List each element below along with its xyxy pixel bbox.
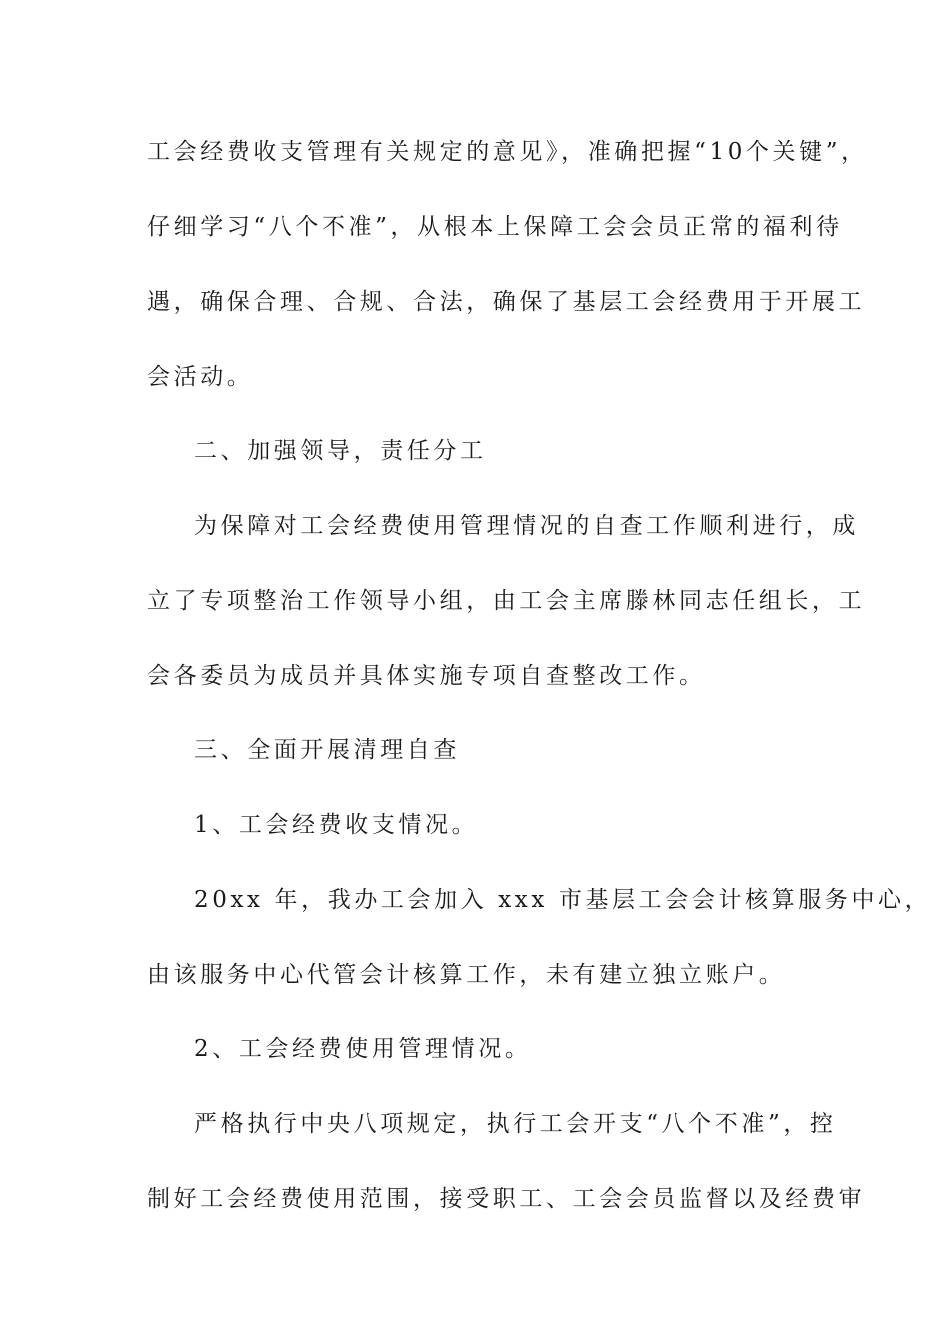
paragraph-line: 立了专项整治工作领导小组，由工会主席滕林同志任组长，工	[147, 588, 866, 614]
paragraph-line: 遇，确保合理、合规、合法，确保了基层工会经费用于开展工	[147, 289, 866, 315]
paragraph-line: 工会经费收支管理有关规定的意见》，准确把握“10个关键”，	[147, 139, 868, 165]
paragraph-line: 为保障对工会经费使用管理情况的自查工作顺利进行，成	[194, 513, 859, 539]
paragraph-line: 20xx 年，我办工会加入 xxx 市基层工会会计核算服务中心，	[194, 887, 932, 913]
paragraph-line: 会活动。	[147, 364, 254, 390]
paragraph-line: 严格执行中央八项规定，执行工会开支“八个不准”，控	[194, 1111, 837, 1137]
paragraph-line: 仔细学习“八个不准”，从根本上保障工会会员正常的福利待	[147, 214, 843, 240]
paragraph-line: 制好工会经费使用范围，接受职工、工会会员监督以及经费审	[147, 1186, 866, 1212]
subsection-heading: 1、工会经费收支情况。	[194, 812, 479, 838]
section-heading: 二、加强领导，责任分工	[194, 438, 487, 464]
paragraph-line: 会各委员为成员并具体实施专项自查整改工作。	[147, 663, 706, 689]
paragraph-line: 由该服务中心代管会计核算工作，未有建立独立账户。	[147, 962, 786, 988]
section-heading: 三、全面开展清理自查	[194, 737, 460, 763]
subsection-heading: 2、工会经费使用管理情况。	[194, 1036, 532, 1062]
